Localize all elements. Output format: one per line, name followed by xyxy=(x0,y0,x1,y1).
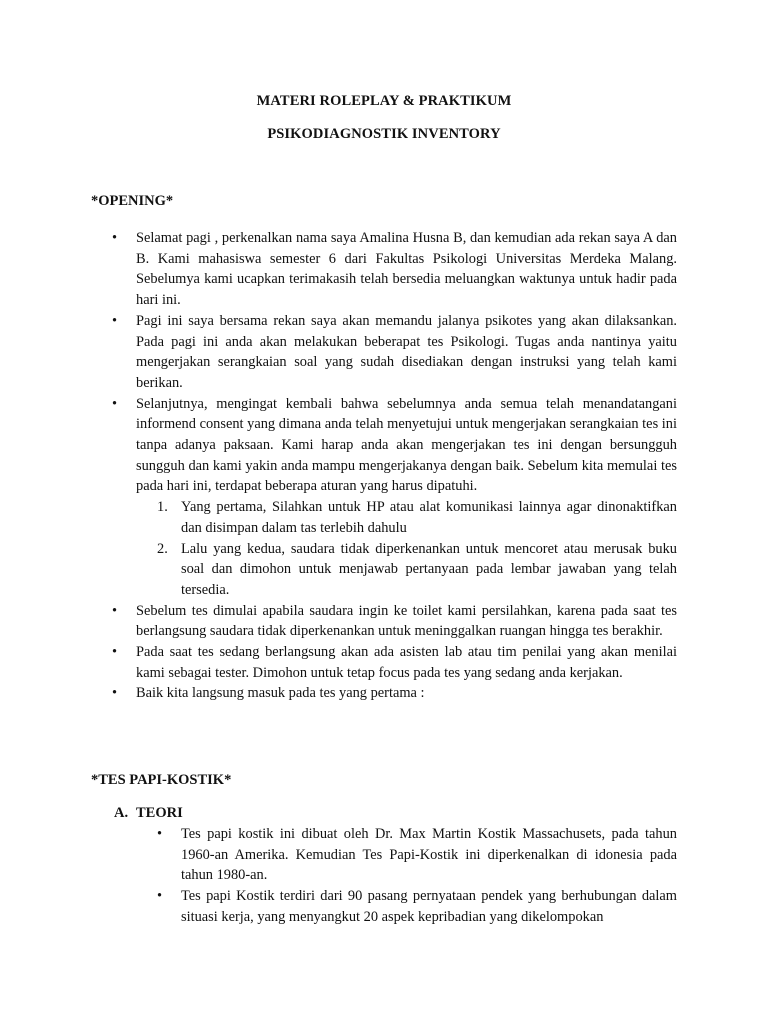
bullet-icon: • xyxy=(112,685,118,702)
bullet-icon: • xyxy=(112,312,118,329)
list-item-text: Pagi ini saya bersama rekan saya akan memandu jalanya psikotes yang akan dilaksankan. Pada pagi ini anda akan melakukan beberapat tes Psikologi. Tugas anda nantinya yaitu mengerjakan serangkaian soal yang sudah disediakan dengan instruksi yang telah kami berikan. xyxy=(136,312,677,391)
bullet-icon: • xyxy=(157,888,163,905)
list-item-text: Selanjutnya, mengingat kembali bahwa sebelumnya anda semua telah menandatangani informend consent yang dimana anda telah menyetujui untuk mengerjakan serangkaian tes ini tanpa adanya paksaan. Kami harap anda akan mengerjakan tes ini dengan bersungguh sungguh dan kami yakin anda mampu mengerjakanya dengan baik. Sebelum kita memulai tes pada hari ini, terdapat beberapa aturan yang harus dipatuhi. xyxy=(136,395,677,495)
list-item-text: Tes papi Kostik terdiri dari 90 pasang pernyataan pendek yang berhubungan dalam situasi kerja, yang menyangkut 20 aspek kepribadian yang dikelompokan xyxy=(181,888,677,925)
list-item-text: Tes papi kostik ini dibuat oleh Dr. Max Martin Kostik Massachusets, pada tahun 1960-an Amerika. Kemudian Tes Papi-Kostik ini diperkenalkan di idonesia pada tahun 1980-an. xyxy=(181,826,677,884)
rule-item xyxy=(136,539,677,601)
section-letter: A. xyxy=(114,805,129,821)
document-title: MATERI ROLEPLAY & PRAKTIKUM xyxy=(256,93,512,109)
list-item xyxy=(112,228,677,311)
rule-number: 1. xyxy=(157,499,168,516)
list-item xyxy=(112,601,677,642)
opening-heading: *OPENING* xyxy=(91,193,174,209)
rule-number: 2. xyxy=(157,540,168,557)
list-item-text: Sebelum tes dimulai apabila saudara ingin ke toilet kami persilahkan, karena pada saat tes berlangsung saudara tidak diperkenankan untuk meninggalkan ruangan hingga tes berakhir. xyxy=(136,602,677,640)
list-item xyxy=(112,394,677,601)
section-a-heading xyxy=(114,805,183,822)
bullet-icon: • xyxy=(112,395,118,412)
bullet-icon: • xyxy=(112,644,118,661)
section-title: TEORI xyxy=(136,805,183,821)
rule-item xyxy=(136,497,677,538)
rule-text: Lalu yang kedua, saudara tidak diperkenankan untuk mencoret atau merusak buku soal dan dimohon untuk menjawab pertanyaan pada lembar jawaban yang telah tersedia. xyxy=(181,540,677,598)
list-item xyxy=(112,311,677,394)
list-item xyxy=(112,642,677,683)
rule-text: Yang pertama, Silahkan untuk HP atau alat komunikasi lainnya agar dinonaktifkan dan disimpan dalam tas terlebih dahulu xyxy=(181,499,677,536)
list-item xyxy=(157,886,677,927)
list-item xyxy=(112,683,677,704)
list-item-text: Baik kita langsung masuk pada tes yang pertama : xyxy=(136,685,425,702)
list-item-text: Selamat pagi , perkenalkan nama saya Amalina Husna B, dan kemudian ada rekan saya A dan B. Kami mahasiswa semester 6 dari Fakultas Psikologi Universitas Merdeka Malang. Sebelumya kami ucapkan terimakasih telah bersedia meluangkan waktunya untuk hadir pada hari ini. xyxy=(136,230,677,309)
bullet-icon: • xyxy=(157,826,163,842)
teori-list xyxy=(157,824,677,928)
list-item xyxy=(157,824,677,886)
rules-list xyxy=(136,497,677,601)
bullet-icon: • xyxy=(112,602,118,619)
opening-list xyxy=(112,228,677,704)
list-item-text: Pada saat tes sedang berlangsung akan ada asisten lab atau tim penilai yang akan menilai kami sebagai tester. Dimohon untuk tetap focus pada tes yang sedang anda kerjakan. xyxy=(136,644,677,681)
document-subtitle: PSIKODIAGNOSTIK INVENTORY xyxy=(267,126,501,142)
papi-kostik-heading: *TES PAPI-KOSTIK* xyxy=(91,772,232,788)
bullet-icon: • xyxy=(112,230,118,246)
